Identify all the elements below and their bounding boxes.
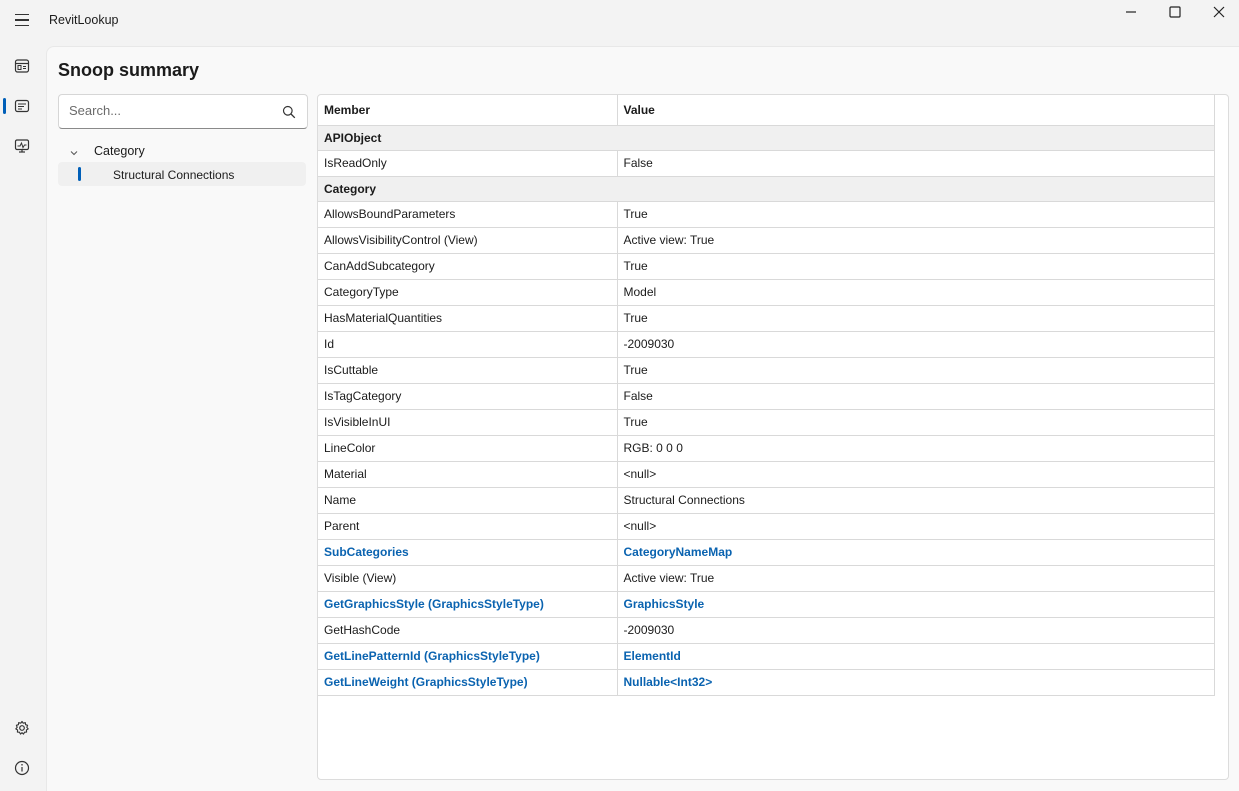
search-icon[interactable] [282,105,296,124]
maximize-button[interactable] [1153,0,1197,24]
value-cell: <null> [617,461,1215,487]
hamburger-menu-icon[interactable] [12,10,32,30]
table-row[interactable] [318,201,1215,227]
table-row[interactable] [318,591,1215,617]
dashboard-icon [14,58,30,74]
table-row[interactable] [318,565,1215,591]
nav-settings[interactable] [8,714,36,742]
table-row[interactable] [318,669,1215,695]
table-row[interactable] [318,539,1215,565]
value-cell[interactable]: Nullable<Int32> [617,669,1215,695]
group-header: APIObject [318,125,1215,150]
value-cell: Active view: True [617,565,1215,591]
member-cell: CanAddSubcategory [318,253,617,279]
member-cell[interactable]: SubCategories [318,539,617,565]
info-icon [14,760,30,776]
value-cell: True [617,357,1215,383]
nav-about[interactable] [8,754,36,782]
member-cell[interactable]: GetGraphicsStyle (GraphicsStyleType) [318,591,617,617]
page-title: Snoop summary [58,60,200,80]
value-cell: False [617,383,1215,409]
table-row[interactable] [318,461,1215,487]
search-box[interactable] [58,94,308,129]
value-cell: True [617,409,1215,435]
value-cell: <null> [617,513,1215,539]
member-cell: IsCuttable [318,357,617,383]
value-cell[interactable]: ElementId [617,643,1215,669]
value-cell: False [617,150,1215,176]
member-cell: AllowsVisibilityControl (View) [318,227,617,253]
selection-indicator [78,167,81,181]
value-cell: -2009030 [617,617,1215,643]
nav-snoop-summary[interactable] [8,92,36,120]
member-cell: Material [318,461,617,487]
member-cell: Name [318,487,617,513]
tree-item-structural-connections[interactable] [58,162,306,186]
table-row[interactable] [318,617,1215,643]
monitor-icon [14,138,30,154]
nav-dashboard[interactable] [8,52,36,80]
tree-item-category[interactable] [66,141,306,161]
column-header-value[interactable]: Value [617,95,1215,125]
table-row[interactable] [318,513,1215,539]
table-row[interactable] [318,331,1215,357]
value-cell: True [617,305,1215,331]
value-cell: -2009030 [617,331,1215,357]
member-cell: Parent [318,513,617,539]
member-cell: Visible (View) [318,565,617,591]
member-cell: AllowsBoundParameters [318,201,617,227]
member-cell: CategoryType [318,279,617,305]
member-cell: IsReadOnly [318,150,617,176]
navigation-rail [0,46,46,791]
member-cell: GetHashCode [318,617,617,643]
minimize-icon [1125,6,1137,18]
table-row[interactable] [318,279,1215,305]
maximize-icon [1169,6,1181,18]
table-row[interactable] [318,357,1215,383]
nav-selected-indicator [3,98,6,114]
table-row[interactable] [318,435,1215,461]
member-cell: IsVisibleInUI [318,409,617,435]
tree-item-label: Structural Connections [113,168,235,182]
table-row[interactable] [318,643,1215,669]
table-row[interactable] [318,487,1215,513]
column-header-member[interactable]: Member [318,95,617,125]
value-cell: True [617,253,1215,279]
value-cell[interactable]: GraphicsStyle [617,591,1215,617]
table-row[interactable] [318,150,1215,176]
tree-item-label: Category [94,144,145,158]
member-cell: IsTagCategory [318,383,617,409]
members-table [318,95,1215,696]
table-row[interactable] [318,383,1215,409]
member-cell: Id [318,331,617,357]
value-cell: Model [617,279,1215,305]
search-input[interactable] [69,103,269,118]
snoop-summary-icon [14,98,30,114]
app-title: RevitLookup [49,13,119,27]
value-cell: True [617,201,1215,227]
member-cell: LineColor [318,435,617,461]
value-cell: Active view: True [617,227,1215,253]
chevron-down-icon[interactable] [69,145,79,163]
members-grid[interactable] [317,94,1229,780]
member-cell: HasMaterialQuantities [318,305,617,331]
value-cell[interactable]: CategoryNameMap [617,539,1215,565]
table-row[interactable] [318,253,1215,279]
minimize-button[interactable] [1109,0,1153,24]
group-row[interactable] [318,176,1215,201]
group-header: Category [318,176,1215,201]
nav-events-monitor[interactable] [8,132,36,160]
table-row[interactable] [318,305,1215,331]
gear-icon [14,720,30,736]
table-row[interactable] [318,409,1215,435]
title-bar [0,0,1239,46]
member-cell[interactable]: GetLinePatternId (GraphicsStyleType) [318,643,617,669]
value-cell: RGB: 0 0 0 [617,435,1215,461]
close-icon [1213,6,1225,18]
member-cell[interactable]: GetLineWeight (GraphicsStyleType) [318,669,617,695]
close-button[interactable] [1197,0,1239,24]
table-header-row [318,95,1215,125]
table-row[interactable] [318,227,1215,253]
group-row[interactable] [318,125,1215,150]
value-cell: Structural Connections [617,487,1215,513]
